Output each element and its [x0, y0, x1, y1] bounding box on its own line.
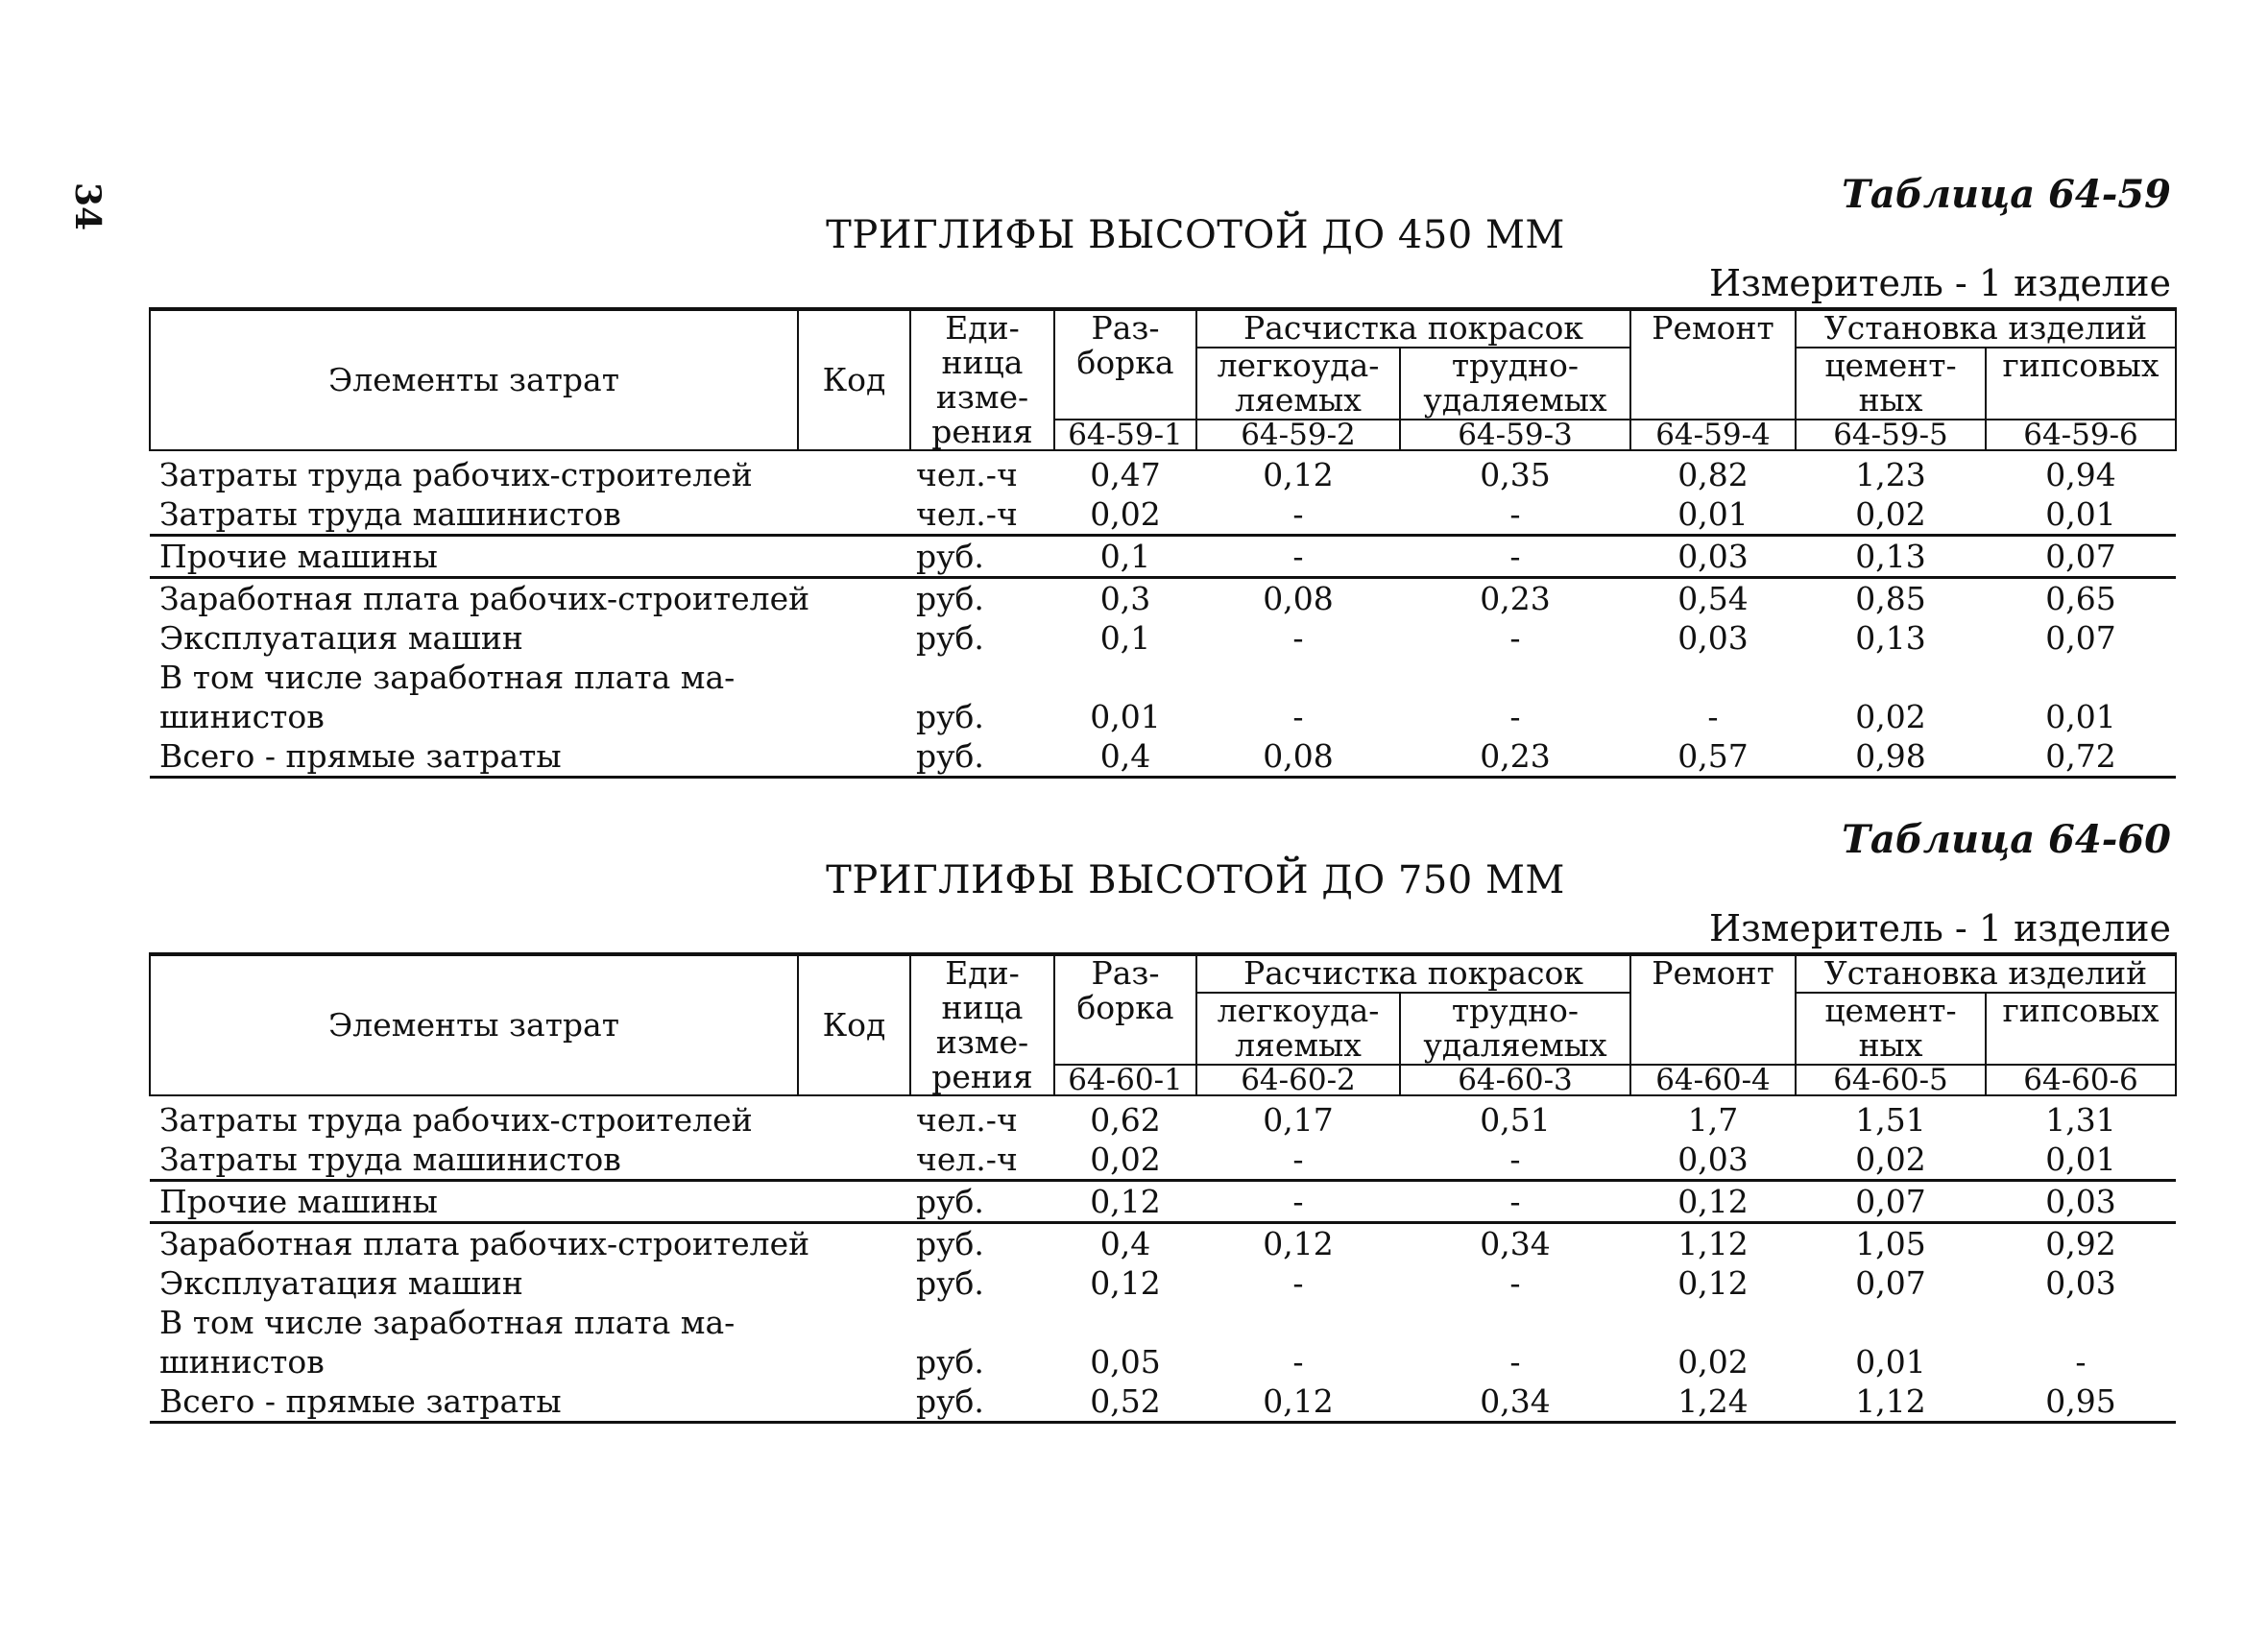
- row-unit: чел.-ч: [916, 495, 1018, 533]
- table-block-64-59: [149, 173, 2175, 779]
- value-cell: 0,02: [1090, 1141, 1161, 1178]
- row-name: Затраты труда машинистов: [159, 495, 621, 533]
- value-cell: 0,08: [1196, 578, 1400, 619]
- value-cell: 1,51: [1796, 1095, 1986, 1140]
- value-cell: [1630, 1303, 1796, 1342]
- value-cell: 1,31: [1986, 1095, 2176, 1140]
- row-unit: чел.-ч: [910, 1095, 1054, 1140]
- value-cell: -: [1292, 1264, 1304, 1302]
- value-cell: 1,7: [1630, 1095, 1796, 1140]
- table-row: [150, 1381, 2176, 1423]
- row-name: Эксплуатация машин: [159, 1264, 523, 1302]
- table-row: [150, 1263, 2176, 1303]
- row-unit: руб.: [910, 578, 1054, 619]
- header-trudno: трудно- удаляемых: [1400, 348, 1630, 420]
- code-cell: 64-60-5: [1796, 1065, 1986, 1095]
- code-cell: 64-59-5: [1796, 420, 1986, 450]
- value-cell: 0,23: [1400, 578, 1630, 619]
- row-name: Всего - прямые затраты: [150, 1381, 798, 1423]
- row-code: [798, 1263, 910, 1303]
- table-row: [150, 1342, 2176, 1381]
- row-unit: руб.: [916, 1343, 984, 1381]
- header-cement: цемент- ных: [1796, 993, 1986, 1065]
- value-cell: 0,4: [1054, 736, 1196, 778]
- cost-table: [149, 307, 2177, 779]
- value-cell: 0,98: [1796, 736, 1986, 778]
- row-name: Прочие машины: [150, 536, 798, 578]
- table-row: [150, 736, 2176, 778]
- row-code: [798, 658, 910, 697]
- value-cell: 0,62: [1054, 1095, 1196, 1140]
- value-cell: [1796, 1303, 1986, 1342]
- table-body: [150, 450, 2176, 778]
- row-unit: [910, 1303, 1054, 1342]
- code-cell: 64-60-3: [1400, 1065, 1630, 1095]
- row-code: [798, 1181, 910, 1223]
- value-cell: -: [1509, 619, 1521, 657]
- header-elements: Элементы затрат: [150, 954, 798, 1095]
- value-cell: 0,65: [1986, 578, 2176, 619]
- value-cell: 0,85: [1796, 578, 1986, 619]
- table-row: [150, 618, 2176, 658]
- page-number: 34: [67, 182, 108, 231]
- header-remont: Ремонт: [1630, 309, 1796, 420]
- value-cell: -: [1292, 495, 1304, 533]
- value-cell: [1054, 1303, 1196, 1342]
- code-cell: 64-60-1: [1054, 1065, 1196, 1095]
- header-remont: Ремонт: [1630, 954, 1796, 1065]
- value-cell: -: [2075, 1343, 2087, 1381]
- value-cell: 0,03: [1630, 536, 1796, 578]
- row-code: [798, 536, 910, 578]
- value-cell: 0,02: [1677, 1343, 1749, 1381]
- value-cell: 0,12: [1090, 1264, 1161, 1302]
- value-cell: 0,1: [1054, 536, 1196, 578]
- table-row: [150, 536, 2176, 578]
- code-cell: 64-59-4: [1630, 420, 1796, 450]
- code-cell: 64-60-6: [1986, 1065, 2176, 1095]
- value-cell: 0,34: [1400, 1381, 1630, 1423]
- table-row: [150, 1181, 2176, 1223]
- value-cell: 1,24: [1630, 1381, 1796, 1423]
- header-raschistka: Расчистка покрасок: [1196, 954, 1630, 993]
- value-cell: 0,01: [2045, 495, 2116, 533]
- value-cell: 1,23: [1796, 450, 1986, 494]
- value-cell: 0,94: [1986, 450, 2176, 494]
- value-cell: -: [1292, 698, 1304, 735]
- value-cell: 0,02: [1855, 495, 1926, 533]
- value-cell: 0,12: [1196, 450, 1400, 494]
- row-code: [798, 578, 910, 619]
- value-cell: 0,13: [1855, 619, 1926, 657]
- header-ustanovka: Установка изделий: [1796, 309, 2176, 348]
- row-code: [798, 1223, 910, 1264]
- value-cell: -: [1509, 495, 1521, 533]
- table-row: [150, 697, 2176, 736]
- code-cell: 64-59-3: [1400, 420, 1630, 450]
- value-cell: [1196, 1303, 1400, 1342]
- value-cell: 0,03: [1677, 619, 1749, 657]
- value-cell: [1796, 658, 1986, 697]
- value-cell: -: [1400, 536, 1630, 578]
- header-cement: цемент- ных: [1796, 348, 1986, 420]
- value-cell: 0,02: [1090, 495, 1161, 533]
- value-cell: -: [1292, 619, 1304, 657]
- table-number: Таблица 64-59: [1842, 172, 2171, 217]
- header-code: Код: [798, 309, 910, 450]
- value-cell: 0,07: [2045, 619, 2116, 657]
- value-cell: 0,03: [1986, 1181, 2176, 1223]
- header-raschistka: Расчистка покрасок: [1196, 309, 1630, 348]
- value-cell: 0,35: [1400, 450, 1630, 494]
- header-unit: Еди- ница изме- рения: [910, 309, 1054, 450]
- value-cell: 0,95: [1986, 1381, 2176, 1423]
- header-razborka: Раз- борка: [1054, 954, 1196, 1065]
- value-cell: 1,12: [1796, 1381, 1986, 1423]
- header-unit: Еди- ница изме- рения: [910, 954, 1054, 1095]
- table-measure: Измеритель - 1 изделие: [1708, 262, 2171, 304]
- header-legko: легкоуда- ляемых: [1196, 993, 1400, 1065]
- header-elements: Элементы затрат: [150, 309, 798, 450]
- value-cell: 0,01: [1090, 698, 1161, 735]
- value-cell: -: [1509, 1264, 1521, 1302]
- code-cell: 64-59-1: [1054, 420, 1196, 450]
- value-cell: 0,12: [1677, 1264, 1749, 1302]
- value-cell: 0,07: [1986, 536, 2176, 578]
- value-cell: -: [1196, 536, 1400, 578]
- row-unit: руб.: [916, 1264, 984, 1302]
- value-cell: 0,47: [1054, 450, 1196, 494]
- row-name: шинистов: [159, 698, 325, 735]
- value-cell: 0,02: [1855, 698, 1926, 735]
- value-cell: 0,12: [1196, 1223, 1400, 1264]
- value-cell: -: [1196, 1181, 1400, 1223]
- value-cell: 0,34: [1400, 1223, 1630, 1264]
- value-cell: -: [1509, 698, 1521, 735]
- value-cell: -: [1509, 1343, 1521, 1381]
- value-cell: 0,12: [1196, 1381, 1400, 1423]
- table-title: ТРИГЛИФЫ ВЫСОТОЙ ДО 750 ММ: [826, 858, 1565, 902]
- value-cell: 0,13: [1796, 536, 1986, 578]
- value-cell: 0,23: [1400, 736, 1630, 778]
- value-cell: 0,92: [1986, 1223, 2176, 1264]
- table-row: [150, 1095, 2176, 1140]
- row-code: [798, 1095, 910, 1140]
- value-cell: [1196, 658, 1400, 697]
- row-code: [798, 618, 910, 658]
- value-cell: -: [1292, 1141, 1304, 1178]
- row-name: Эксплуатация машин: [159, 619, 523, 657]
- row-code: [798, 697, 910, 736]
- value-cell: [1986, 1303, 2176, 1342]
- table-row: [150, 1223, 2176, 1264]
- table-row: [150, 1303, 2176, 1342]
- value-cell: 0,12: [1630, 1181, 1796, 1223]
- row-name: Заработная плата рабочих-строителей: [150, 1223, 798, 1264]
- table-row: [150, 450, 2176, 494]
- value-cell: 0,17: [1196, 1095, 1400, 1140]
- header-gips: гипсовых: [1986, 348, 2176, 420]
- row-code: [798, 494, 910, 536]
- header-ustanovka: Установка изделий: [1796, 954, 2176, 993]
- row-name: Всего - прямые затраты: [150, 736, 798, 778]
- header-razborka: Раз- борка: [1054, 309, 1196, 420]
- value-cell: 0,05: [1090, 1343, 1161, 1381]
- row-name: Заработная плата рабочих-строителей: [150, 578, 798, 619]
- cost-table: [149, 952, 2177, 1424]
- row-unit: руб.: [916, 619, 984, 657]
- row-unit: руб.: [910, 1181, 1054, 1223]
- row-unit: руб.: [910, 1223, 1054, 1264]
- row-unit: руб.: [916, 698, 984, 735]
- table-block-64-60: [149, 818, 2175, 1424]
- row-name: Затраты труда рабочих-строителей: [150, 1095, 798, 1140]
- value-cell: 0,82: [1630, 450, 1796, 494]
- row-code: [798, 1140, 910, 1181]
- row-code: [798, 1342, 910, 1381]
- row-unit: [910, 658, 1054, 697]
- value-cell: -: [1707, 698, 1719, 735]
- value-cell: 0,54: [1630, 578, 1796, 619]
- value-cell: 0,07: [1855, 1264, 1926, 1302]
- header-legko: легкоуда- ляемых: [1196, 348, 1400, 420]
- value-cell: 1,05: [1796, 1223, 1986, 1264]
- table-body: [150, 1095, 2176, 1423]
- value-cell: -: [1400, 1181, 1630, 1223]
- code-cell: 64-59-6: [1986, 420, 2176, 450]
- code-cell: 64-60-4: [1630, 1065, 1796, 1095]
- value-cell: 0,02: [1855, 1141, 1926, 1178]
- value-cell: 0,07: [1796, 1181, 1986, 1223]
- table-row: [150, 578, 2176, 619]
- row-code: [798, 1303, 910, 1342]
- value-cell: 0,01: [1855, 1343, 1926, 1381]
- header-code: Код: [798, 954, 910, 1095]
- table-title: ТРИГЛИФЫ ВЫСОТОЙ ДО 450 ММ: [826, 213, 1565, 257]
- table-row: [150, 658, 2176, 697]
- row-code: [798, 450, 910, 494]
- value-cell: 0,01: [1677, 495, 1749, 533]
- row-name: Затраты труда машинистов: [159, 1141, 621, 1178]
- code-cell: 64-60-2: [1196, 1065, 1400, 1095]
- row-code: [798, 736, 910, 778]
- value-cell: 0,01: [2045, 1141, 2116, 1178]
- table-row: [150, 494, 2176, 536]
- table-row: [150, 1140, 2176, 1181]
- row-unit: руб.: [910, 736, 1054, 778]
- value-cell: -: [1292, 1343, 1304, 1381]
- value-cell: 0,01: [2045, 698, 2116, 735]
- value-cell: [1630, 658, 1796, 697]
- value-cell: 0,03: [1677, 1141, 1749, 1178]
- row-name: В том числе заработная плата ма-: [159, 1304, 736, 1341]
- value-cell: 0,57: [1630, 736, 1796, 778]
- value-cell: 0,08: [1196, 736, 1400, 778]
- code-cell: 64-59-2: [1196, 420, 1400, 450]
- row-unit: руб.: [910, 1381, 1054, 1423]
- value-cell: 0,1: [1099, 619, 1151, 657]
- value-cell: [1054, 658, 1196, 697]
- header-trudno: трудно- удаляемых: [1400, 993, 1630, 1065]
- value-cell: 1,12: [1630, 1223, 1796, 1264]
- row-name: В том числе заработная плата ма-: [159, 659, 736, 696]
- value-cell: [1986, 658, 2176, 697]
- value-cell: 0,52: [1054, 1381, 1196, 1423]
- header-gips: гипсовых: [1986, 993, 2176, 1065]
- table-number: Таблица 64-60: [1842, 817, 2171, 862]
- value-cell: 0,03: [2045, 1264, 2116, 1302]
- row-unit: руб.: [910, 536, 1054, 578]
- value-cell: 0,72: [1986, 736, 2176, 778]
- table-measure: Измеритель - 1 изделие: [1708, 907, 2171, 949]
- value-cell: 0,12: [1054, 1181, 1196, 1223]
- row-name: шинистов: [159, 1343, 325, 1381]
- value-cell: [1400, 1303, 1630, 1342]
- value-cell: 0,3: [1054, 578, 1196, 619]
- row-code: [798, 1381, 910, 1423]
- row-name: Прочие машины: [150, 1181, 798, 1223]
- value-cell: [1400, 658, 1630, 697]
- value-cell: 0,4: [1054, 1223, 1196, 1264]
- row-name: Затраты труда рабочих-строителей: [150, 450, 798, 494]
- value-cell: -: [1509, 1141, 1521, 1178]
- row-unit: чел.-ч: [910, 450, 1054, 494]
- value-cell: 0,51: [1400, 1095, 1630, 1140]
- row-unit: чел.-ч: [916, 1141, 1018, 1178]
